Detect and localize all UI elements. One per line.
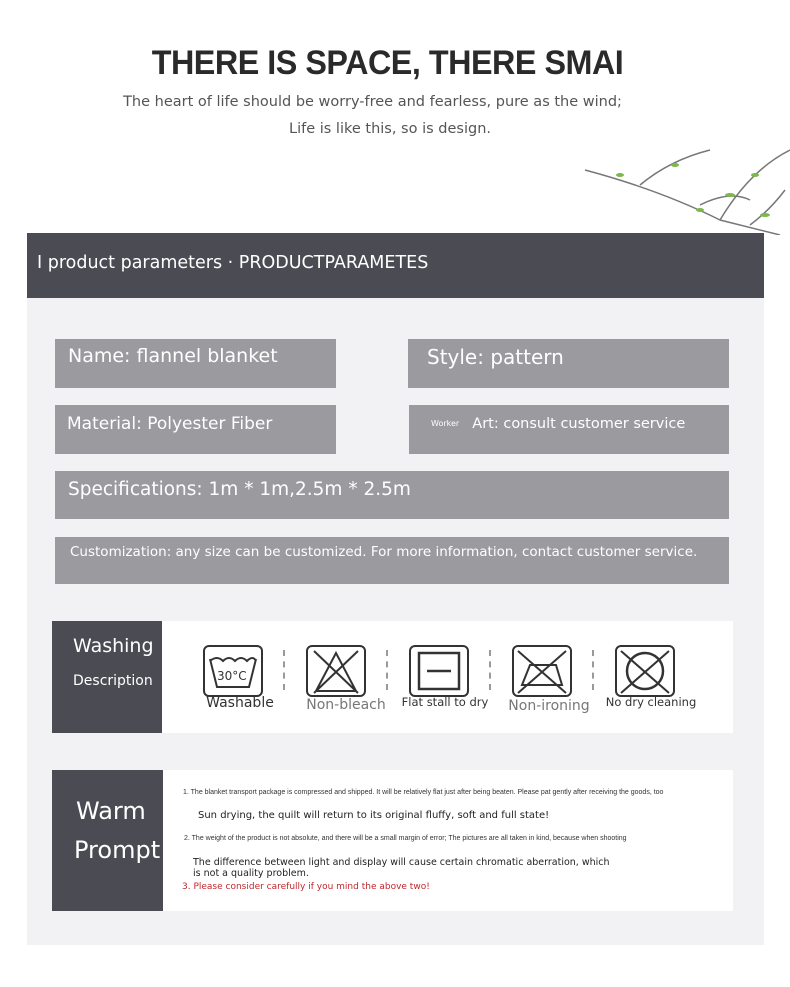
divider xyxy=(283,650,285,690)
param-style: Style: pattern xyxy=(408,339,729,388)
flat-dry-icon xyxy=(409,645,469,697)
param-material: Material: Polyester Fiber xyxy=(55,405,336,454)
prompt-line-2b: The difference between light and display will cause certain chromatic aberration, which is not a quality problem. xyxy=(193,857,610,879)
no-bleach-icon xyxy=(306,645,366,697)
no-dry-clean-icon xyxy=(615,645,675,697)
param-customization: Customization: any size can be customized. For more information, contact customer service. xyxy=(55,537,729,584)
prompt-warning: 3. Please consider carefully if you mind the above two! xyxy=(182,882,430,892)
divider xyxy=(489,650,491,690)
prompt-line-1: 1. The blanket transport package is compressed and shipped. It will be relatively flat just after being beaten. Please pat gently after receiving the goods, too xyxy=(183,789,664,796)
wash-30-icon xyxy=(203,645,263,697)
subtitle-line-2: Life is like this, so is design. xyxy=(288,121,492,137)
care-label: Non-bleach xyxy=(306,697,386,713)
care-label: Flat stall to dry xyxy=(401,695,489,709)
washing-title: Washing xyxy=(73,635,154,657)
care-label: Non-ironing xyxy=(508,698,590,714)
warm-prompt-label-block xyxy=(52,770,163,911)
divider xyxy=(592,650,594,690)
parameters-heading: I product parameters · PRODUCTPARAMETES xyxy=(27,233,764,298)
subtitle-line-1: The heart of life should be worry-free and fearless, pure as the wind; xyxy=(123,94,622,110)
divider xyxy=(386,650,388,690)
care-label: Washable xyxy=(206,695,274,711)
washing-label-block xyxy=(52,621,162,733)
param-name: Name: flannel blanket xyxy=(55,339,336,388)
warm-title: Warm xyxy=(76,797,146,825)
art-label: Art: consult customer service xyxy=(472,416,686,432)
prompt-title: Prompt xyxy=(74,836,161,864)
no-iron-icon xyxy=(512,645,572,697)
param-art xyxy=(409,405,729,454)
wash-temp: 30°C xyxy=(217,669,247,683)
branch-decoration-icon xyxy=(580,130,790,235)
prompt-line-2: 2. The weight of the product is not absolute, and there will be a small margin of error; The pictures are all taken in kind, because when shooting xyxy=(184,835,627,842)
care-label: No dry cleaning xyxy=(605,695,697,709)
washing-subtitle: Description xyxy=(73,673,153,689)
page-title: THERE IS SPACE, THERE SMAI xyxy=(151,44,624,82)
prompt-line-1b: Sun drying, the quilt will return to its original fluffy, soft and full state! xyxy=(198,810,550,821)
worker-label: Worker xyxy=(431,419,460,428)
param-specifications: Specifications: 1m * 1m,2.5m * 2.5m xyxy=(55,471,729,519)
